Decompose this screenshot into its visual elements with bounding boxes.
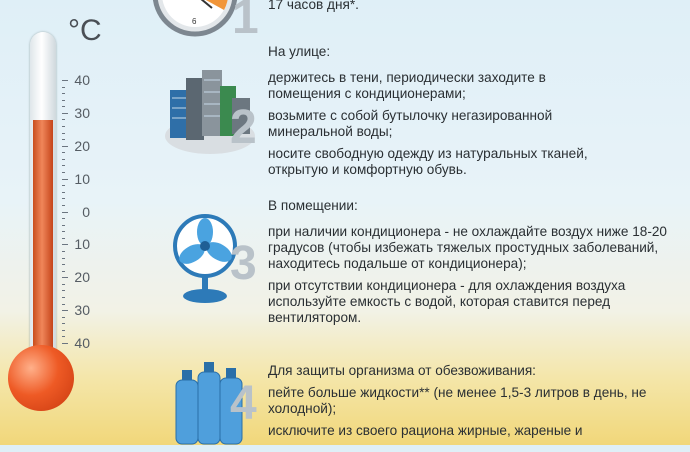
step-number-3: 3 <box>230 237 257 290</box>
celsius-unit-label: °C <box>68 14 102 47</box>
dehydration-section <box>268 363 678 439</box>
thermometer-tick-label: 40 <box>74 72 90 88</box>
dehydration-item-2: исключите из своего рациона жирные, жареные и <box>268 423 583 438</box>
thermometer-bulb <box>8 345 74 411</box>
thermometer-tick-label: 20 <box>74 137 90 154</box>
thermometer-minor-tick <box>62 290 65 291</box>
thermometer-minor-tick <box>62 284 65 285</box>
thermometer-tick <box>62 146 68 147</box>
step-number-4: 4 <box>230 377 257 430</box>
thermometer-minor-tick <box>62 133 65 134</box>
thermometer-minor-tick <box>62 317 65 318</box>
outside-heading: На улице: <box>268 44 331 59</box>
thermometer-minor-tick <box>62 93 65 94</box>
thermometer-minor-tick <box>62 100 65 101</box>
thermometer-minor-tick <box>62 271 65 272</box>
thermometer-minor-tick <box>62 152 65 153</box>
thermometer-minor-tick <box>62 231 65 232</box>
thermometer <box>0 0 130 445</box>
step-number-2: 2 <box>230 101 257 154</box>
thermometer-tick-label: 0 <box>82 203 90 220</box>
thermometer-minor-tick <box>62 336 65 337</box>
thermometer-tick-label: 40 <box>74 335 90 351</box>
outside-item-2: возьмите с собой бутылочку негазированной минеральной воды; <box>268 108 553 139</box>
thermometer-minor-tick <box>62 304 65 305</box>
thermometer-minor-tick <box>62 258 65 259</box>
dehydration-heading: Для защиты организма от обезвоживания: <box>268 363 536 378</box>
thermometer-minor-tick <box>62 119 65 120</box>
thermometer-minor-tick <box>62 238 65 239</box>
thermometer-tick <box>62 244 68 245</box>
outside-section <box>268 44 678 178</box>
thermometer-minor-tick <box>62 218 65 219</box>
thermometer-tick-label: 20 <box>74 269 90 286</box>
top-line-text: 17 часов дня*. <box>268 0 359 12</box>
thermometer-minor-tick <box>62 205 65 206</box>
outside-item-3: носите свободную одежду из натуральных тканей, открытую и комфортную обувь. <box>268 146 588 177</box>
thermometer-tick <box>62 80 68 81</box>
thermometer-tick <box>62 310 68 311</box>
thermometer-minor-tick <box>62 198 65 199</box>
thermometer-minor-tick <box>62 165 65 166</box>
thermometer-tick <box>62 212 68 213</box>
thermometer-tick <box>62 343 68 344</box>
indoor-item-1: при наличии кондиционера - не охлаждайте воздух ниже 18-20 градусов (чтобы избежать тяжелых простудных заболеваний, находитесь подальше от кондиционера); <box>268 224 667 271</box>
thermometer-minor-tick <box>62 87 65 88</box>
thermometer-minor-tick <box>62 330 65 331</box>
thermometer-minor-tick <box>62 323 65 324</box>
thermometer-tick-label: 10 <box>74 170 90 187</box>
thermometer-minor-tick <box>62 106 65 107</box>
thermometer-tick <box>62 113 68 114</box>
thermometer-minor-tick <box>62 297 65 298</box>
svg-text:6: 6 <box>192 17 197 26</box>
thermometer-minor-tick <box>62 264 65 265</box>
thermometer-minor-tick <box>62 126 65 127</box>
thermometer-minor-tick <box>62 139 65 140</box>
thermometer-tick <box>62 179 68 180</box>
thermometer-tick <box>62 277 68 278</box>
dehydration-item-1: пейте больше жидкости** (не менее 1,5-3 литров в день, не холодной); <box>268 385 647 416</box>
thermometer-mercury <box>33 120 53 360</box>
indoor-heading: В помещении: <box>268 198 358 213</box>
thermometer-minor-tick <box>62 185 65 186</box>
thermometer-tick-label: 30 <box>74 302 90 319</box>
outside-item-1: держитесь в тени, периодически заходите в помещения с кондиционерами; <box>268 70 546 101</box>
thermometer-minor-tick <box>62 192 65 193</box>
thermometer-minor-tick <box>62 159 65 160</box>
thermometer-tick-label: 10 <box>74 236 90 253</box>
step-number-1: 1 <box>232 0 259 44</box>
thermometer-minor-tick <box>62 251 65 252</box>
thermometer-minor-tick <box>62 172 65 173</box>
thermometer-tick-label: 30 <box>74 104 90 121</box>
indoor-section <box>268 198 678 326</box>
thermometer-minor-tick <box>62 225 65 226</box>
indoor-item-2: при отсутствии кондиционера - для охлаждения воздуха используйте емкость с водой, которая ставится перед вентилятором. <box>268 278 626 325</box>
